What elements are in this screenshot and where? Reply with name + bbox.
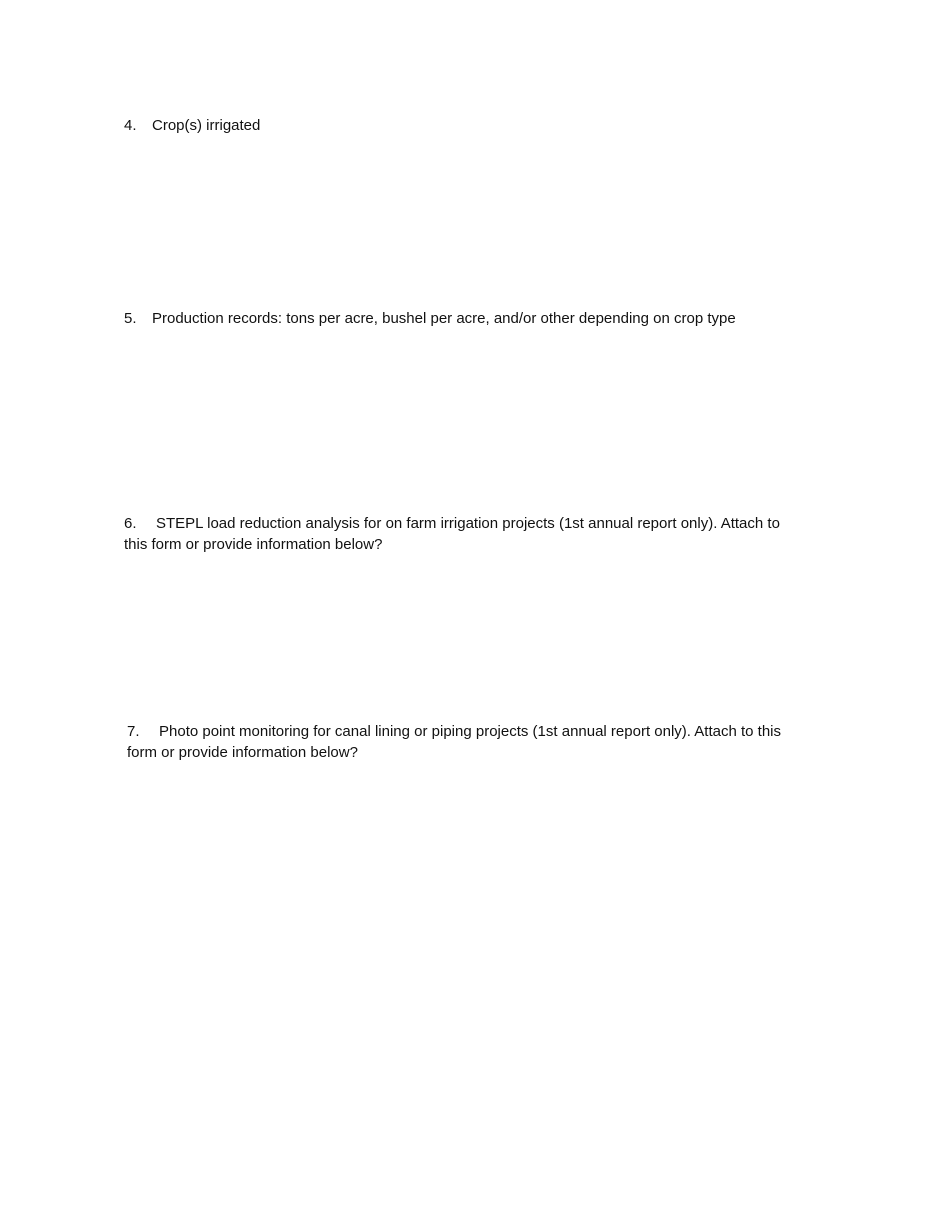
question-5-line-1 (124, 308, 736, 329)
question-4-line-1 (124, 115, 260, 136)
question-text: Crop(s) irrigated (152, 117, 261, 134)
question-text: Production records: tons per acre, bushel per acre, and/or other depending on crop type (152, 310, 736, 327)
question-7-line-1 (127, 721, 781, 742)
question-7-line-2: form or provide information below? (127, 744, 358, 761)
question-7 (127, 721, 781, 763)
question-4 (124, 115, 260, 136)
question-6 (124, 513, 780, 555)
question-number: 7. (127, 723, 140, 740)
question-text: Photo point monitoring for canal lining or piping projects (1st annual report only). Attach to this (159, 723, 782, 740)
question-text: STEPL load reduction analysis for on farm irrigation projects (1st annual report only). Attach to (156, 515, 780, 532)
question-6-line-2: this form or provide information below? (124, 536, 383, 553)
question-number: 4. (124, 117, 137, 134)
question-number: 6. (124, 515, 137, 532)
question-6-line-1 (124, 513, 780, 534)
question-number: 5. (124, 310, 137, 327)
question-5 (124, 308, 736, 329)
